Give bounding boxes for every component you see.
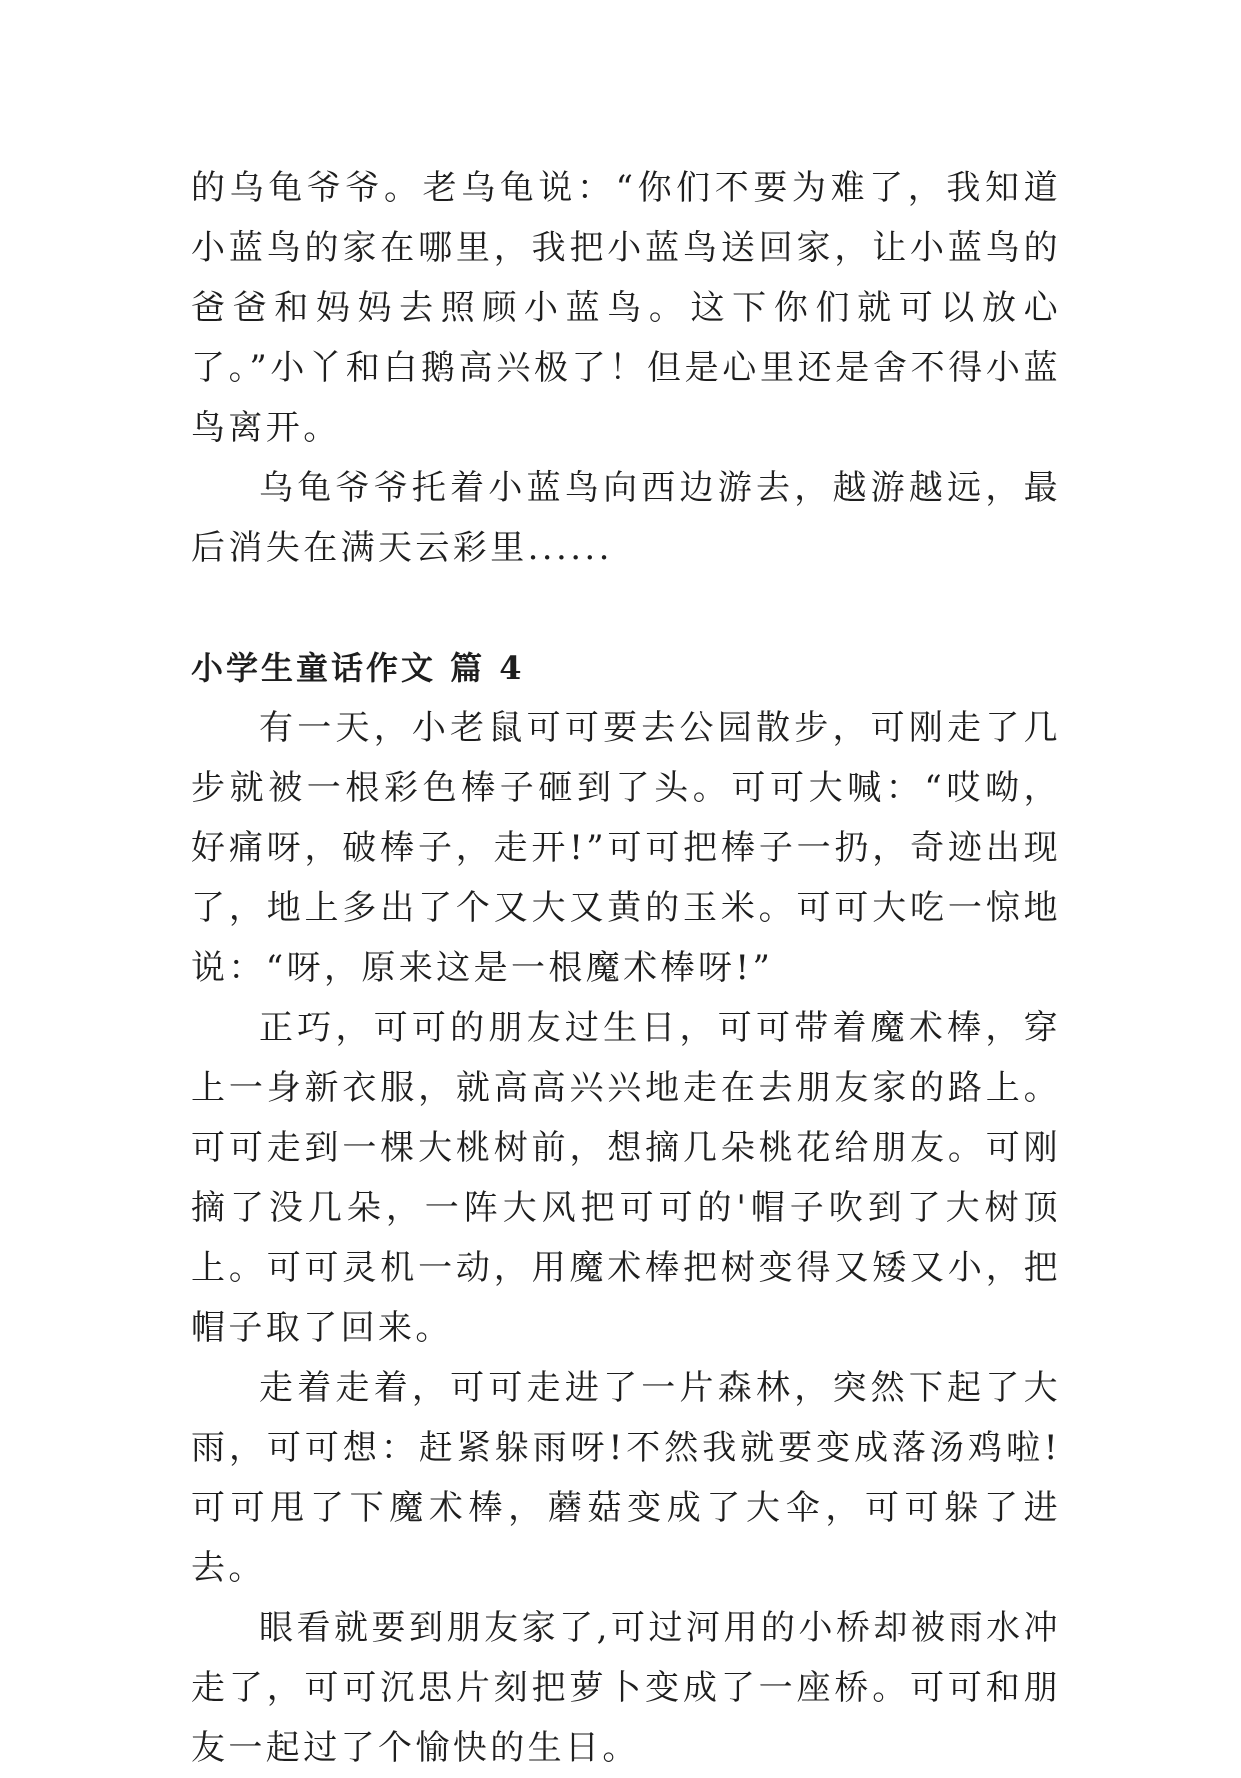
body-paragraph: 有一天，小老鼠可可要去公园散步，可刚走了几步就被一根彩色棒子砸到了头。可可大喊：“哎呦，好痛呀，破棒子，走开!”可可把棒子一扔，奇迹出现了，地上多出了个又大又黄的玉米。可可大吃一惊地说：“呀，原来这是一根魔术棒呀!” [191, 708, 1061, 988]
body-paragraph: 正巧，可可的朋友过生日，可可带着魔术棒，穿上一身新衣服，就高高兴兴地走在去朋友家的路上。可可走到一棵大桃树前，想摘几朵桃花给朋友。可刚摘了没几朵，一阵大风把可可的'帽子吹到了大树顶上。可可灵机一动，用魔术棒把树变得又矮又小，把帽子取了回来。 [191, 1008, 1061, 1348]
text-column [191, 158, 1061, 1778]
body-paragraph: 眼看就要到朋友家了,可过河用的小桥却被雨水冲走了，可可沉思片刻把萝卜变成了一座桥。可可和朋友一起过了个愉快的生日。 [191, 1608, 1061, 1768]
body-paragraph: 走着走着，可可走进了一片森林，突然下起了大雨，可可想：赶紧躲雨呀!不然我就要变成落汤鸡啦!可可甩了下魔术棒，蘑菇变成了大伞，可可躲了进去。 [191, 1368, 1061, 1588]
continued-paragraph: 的乌龟爷爷。老乌龟说：“你们不要为难了，我知道小蓝鸟的家在哪里，我把小蓝鸟送回家，让小蓝鸟的爸爸和妈妈去照顾小蓝鸟。这下你们就可以放心了。”小丫和白鹅高兴极了！但是心里还是舍不得小蓝鸟离开。 [191, 168, 1061, 448]
section-spacer [191, 578, 1061, 638]
section-heading: 小学生童话作文 篇 4 [191, 649, 525, 687]
continued-paragraph: 乌龟爷爷托着小蓝鸟向西边游去，越游越远，最后消失在满天云彩里...... [191, 468, 1061, 568]
